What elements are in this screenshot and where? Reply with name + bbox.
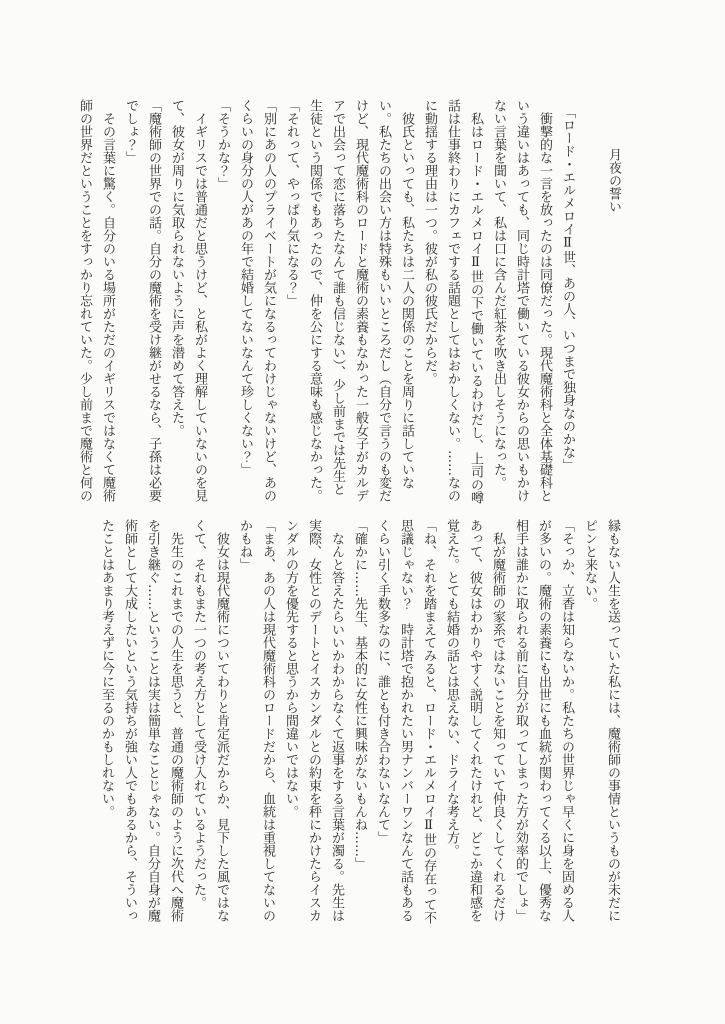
text-line: あって、彼女はわかりやすく説明してくれたけれど、どこか違和感を: [467, 519, 482, 922]
text-line: 先生のこれまでの人生を思うと、普通の魔術師のように次代へ魔術: [168, 519, 183, 922]
text-line: 「魔術師の世界での話。自分の魔術を受け継がせるなら、子孫は必要: [146, 99, 161, 502]
text-line: 私はロード・エルメロイⅡ世の下で働いているわけだし、上司の噂: [468, 99, 483, 504]
text-line: その言葉に驚く。自分のいる場所がただのイギリスではなくて魔術: [100, 99, 115, 502]
text-line: くらい引く手数多なのに、誰とも付き合わないなんて」: [375, 519, 390, 844]
text-line: 彼氏といっても、私たちは二人の関係のことを周りに話していな: [399, 99, 414, 489]
text-line: ピンと来ない。: [582, 519, 597, 610]
text-line: て、彼女が周りに気取られないように声を潜めて答えた。: [169, 99, 184, 437]
text-line: を引き継ぐ……ということは実は簡単なことじゃない。自分自身が魔: [145, 519, 160, 922]
text-line: 縁もない人生を送っていた私には、魔術師の事情というものが未だに: [605, 519, 620, 922]
text-line: ンダルの方を優先すると思うから間違いではない。: [283, 519, 298, 818]
text-line: いう違いはあっても、同じ時計塔で働いている彼女からの思いもかけ: [514, 99, 529, 502]
text-line: 「それって、やっぱり気になる？」: [284, 99, 299, 307]
text-line: 覚えた。とても結婚の話とは思えない、ドライな考え方。: [444, 519, 459, 857]
text-line: かもね」: [237, 519, 252, 571]
text-line: 術師として大成したいという気持ちが強い人でもあるから、そういっ: [122, 519, 137, 922]
text-line: 衝撃的な一言を放ったのは同僚だった。現代魔術科と全体基礎科と: [537, 99, 552, 502]
text-line: ない言葉を聞いて、私は口に含んだ紅茶を吹き出しそうになった。: [491, 99, 506, 489]
text-line: でしょ？」: [123, 99, 138, 164]
chapter-title: 月夜の誓い: [606, 148, 621, 213]
text-line: たことはあまり考えずに今に至るのかもしれない。: [99, 519, 114, 818]
text-line: 師の世界だということをすっかり忘れていた。少し前まで魔術と何の: [77, 99, 92, 502]
text-line: くらいの身分の人があの年で結婚してないなんて珍しくない？」: [238, 99, 253, 476]
text-line: 話は仕事終わりにカフェでする話題としてはおかしくない。……なの: [445, 99, 460, 502]
text-line: 「確かに……先生、基本的に女性に興味がないもんね……」: [352, 519, 367, 870]
text-line: 私が魔術師の家系ではないことを知っていて仲良くしてくれるだけ: [490, 519, 505, 922]
text-line: 思議じゃない？ 時計塔で抱かれたい男ナンバーワンなんて話もある: [398, 519, 413, 922]
text-line: アで出会って恋に落ちたなんて誰も信じない）、少し前までは先生と: [330, 99, 345, 496]
text-line: 「ロード・エルメロイⅡ世、あの人、いつまで独身なのかな」: [560, 99, 575, 472]
text-line: けど、現代魔術科のロードと魔術の素養もなかった一般女子がカルデ: [353, 99, 368, 502]
text-line: くて、それもまた一つの考え方として受け入れているようだった。: [191, 519, 206, 909]
text-line: 「そうかな？」: [215, 99, 230, 190]
text-line: 彼女は現代魔術についてわりと肯定派だからか、見下した風ではな: [214, 519, 229, 922]
text-line: が多いの。魔術の素養にも出世にも血統が関わってくる以上、優秀な: [536, 519, 551, 922]
text-line: 「別にあの人のプライベートが気になるってわけじゃないけど、あの: [261, 99, 276, 502]
text-block-upper: [73, 99, 625, 507]
text-line: に動揺する理由は一つ。彼が私の彼氏だからだ。: [422, 99, 437, 385]
text-block-lower: [95, 519, 624, 927]
text-line: い。私たちの出会い方は特殊もいいところだし（自分で言うのも変だ: [376, 99, 391, 502]
text-line: 「まあ、あの人は現代魔術科のロードだから、血統は重視してないの: [260, 519, 275, 922]
text-line: イギリスでは普通だと思うけど、と私がよく理解していないのを見: [192, 99, 207, 502]
text-line: 相手は誰かに取られる前に自分が取ってしまった方が効率的でしょ」: [513, 519, 528, 922]
text-line: 「ね、それを踏まえてみると、ロード・エルメロイⅡ世の存在って不: [421, 519, 436, 924]
text-line: 「そっか、立香は知らないか。私たちの世界じゃ早くに身を固める人: [559, 519, 574, 922]
text-line: 実際、女性とのデートとイスカンダルとの約束を秤にかけたらイスカ: [306, 519, 321, 922]
text-line: 生徒という関係でもあったので、仲を公にする意味も感じなかった。: [307, 99, 322, 502]
text-line: なんと答えたらいいかわからなくて返事をする言葉が濁る。先生は: [329, 519, 344, 922]
